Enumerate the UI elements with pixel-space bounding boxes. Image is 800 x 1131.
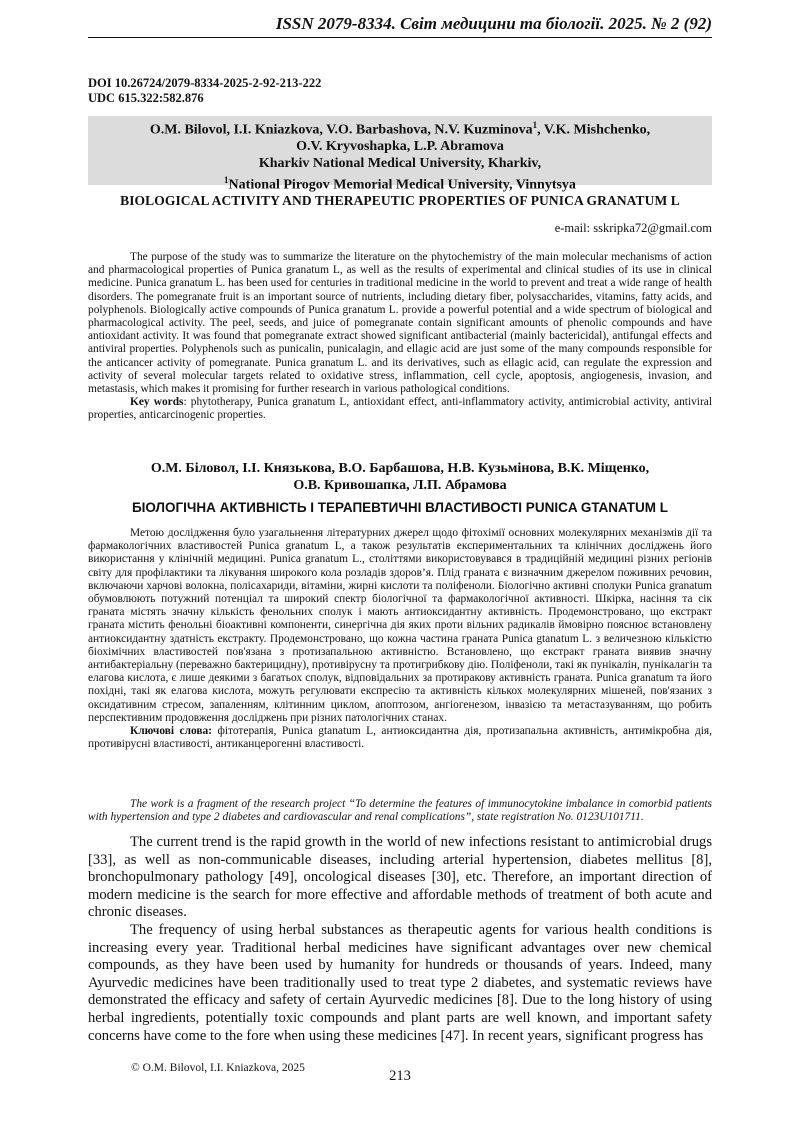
udc-line: UDC 615.322:582.876 [88,91,204,105]
affiliation-superscript: 1 [532,120,538,130]
keywords-uk [88,725,712,751]
affiliation-line-2-text: National Pirogov Memorial Medical University, Vinnytsya [228,177,576,193]
affiliation-superscript-2: 1 [224,175,229,186]
keywords-en-label: Key words [130,396,184,409]
body-paragraph-2: The frequency of using herbal substances as therapeutic agents for various health conditions is increasing every year. Traditional herbal medicines have significant advantages over new chemical compounds, as they have been used by humanity for hundreds or thousands of years. Indeed, many Ayurvedic medicines have been traditionally used to treat type 2 diabetes, and systematic reviews have demonstrated the efficacy and safety of certain Ayurvedic medicines [8]. Due to the long history of using herbal ingredients, potentially toxic compounds and plant parts are well known, and important safety concerns have come to the fore when using these medicines [47]. In recent years, significant progress has [88,921,712,1044]
authors-line-1 [88,117,712,139]
contact-email: e-mail: sskripka72@gmail.com [554,221,712,235]
authors-uk-line-1: О.М. Біловол, І.І. Князькова, В.О. Барбашова, Н.В. Кузьмінова, В.К. Міщенко, [150,461,650,476]
doi-block [88,76,321,106]
keywords-en [88,396,712,422]
affiliation-line-2 [88,172,712,194]
main-body [88,834,712,1045]
keywords-uk-list: фітотерапія, Punica gtanatum L, антиоксидантна дія, протизапальна активність, антимікробна дія, противірусні властивості, антиканцерогенні властивості. [88,725,712,751]
abstract-en [88,251,712,423]
abstract-uk [88,527,712,751]
header-rule [88,37,712,38]
doi-line: DOI 10.26724/2079-8334-2025-2-92-213-222 [88,76,322,90]
authors-line-1-text: O.M. Bilovol, I.I. Kniazkova, V.O. Barbashova, N.V. Kuzminova [149,122,533,138]
keywords-en-list: : phytotherapy, Punica granatum L, antioxidant effect, anti-inflammatory activity, antimicrobial activity, antiviral properties, anticarcinogenic properties. [88,396,712,422]
authors-line-2: O.V. Kryvoshapka, L.P. Abramova [296,139,504,155]
authors-uk-line-2: О.В. Кривошапка, Л.П. Абрамова [293,478,507,493]
page-number: 213 [389,1068,411,1084]
article-title-en: BIOLOGICAL ACTIVITY AND THERAPEUTIC PROPERTIES OF PUNICA GRANATUM L [120,193,680,208]
research-project-note-text: The work is a fragment of the research project “To determine the features of immunocytokine imbalance in comorbid patients with hypertension and type 2 diabetes and cardiovascular and renal complications”, state registration No. 0123U101711. [88,798,712,824]
affiliation-line-1: Kharkiv National Medical University, Kharkiv, [258,155,542,171]
article-title-uk: БІОЛОГІЧНА АКТИВНІСТЬ І ТЕРАПЕВТИЧНІ ВЛАСТИВОСТІ PUNICA GTANATUM L [131,500,669,515]
keywords-uk-label: Ключові слова: [130,725,213,738]
footer-copyright: © O.M. Bilovol, I.I. Kniazkova, 2025 [131,1062,305,1074]
abstract-en-text: The purpose of the study was to summarize the literature on the phytochemistry of the main molecular mechanisms of action and pharmacological properties of Punica granatum L, as well as the results of experimental and clinical studies of its use in clinical medicine. Punica granatum L. has been used for centuries in traditional medicine in the world to prevent and treat a wide range of health disorders. The pomegranate fruit is an important source of nutrients, including dietary fiber, polysaccharides, vitamins, fatty acids, and polyphenols. Biologically active compounds of Punica granatum L. provide a powerful potential and a wide spectrum of biological and pharmacological activity. The peel, seeds, and juice of pomegranate contain significant amounts of phenolic compounds and have antioxidant activity. It was found that pomegranate extract showed significant antibacterial (mainly bactericidal), antifungal effects and antiviral properties. Polyphenols such as punicalin, punicalagin, and ellagic acid are just some of the many compounds responsible for the anticancer activity of pomegranate. Punica granatum L. and its derivatives, such as ellagic acid, can regulate the expression and activity of several molecular targets related to oxidative stress, inflammation, cell cycle, apoptosis, angiogenesis, invasion, and metastasis, which makes it promising for further research in various pathological conditions. [88,251,712,396]
authors-line-1-tail: , V.K. Mishchenko, [537,122,651,138]
authors-uk [88,460,712,494]
body-paragraph-1: The current trend is the rapid growth in the world of new infections resistant to antimicrobial drugs [33], as well as non-communicable diseases, including arterial hypertension, diabetes mellitus [8], bronchopulmonary pathology [49], oncological diseases [30], etc. Therefore, an important direction of modern medicine is the search for more effective and affordable methods of treatment of both acute and chronic diseases. [88,834,712,921]
authors-affiliations-en [88,116,712,193]
journal-header: ISSN 2079-8334. Світ медицини та біології. 2025. № 2 (92) [275,14,712,33]
abstract-uk-text: Метою дослідження було узагальнення літературних джерел щодо фітохімії основних молекулярних механізмів дії та фармакологічних властивостей Punica granatum L, а також результатів експериментальних та клінічних досліджень його використання у клінічній медицині. Punica granatum L., століттями використовувався в традиційній медицині різних регіонів світу для профілактики та лікування широкого кола розладів здоров’я. Плід граната є визначним джерелом поживних речовин, включаючи харчові волокна, полісахариди, вітаміни, жирні кислоти та поліфеноли. Біологічно активні сполуки Punica granatum обумовлюють потужний потенціал та широкий спектр біологічної та фармакологічної активності. Шкірка, насіння та сік граната містять значну кількість фенольних сполук і мають антиоксидантну активність. Продемонстровано, що екстракт граната містить фенольні біоактивні компоненти, синергічна дія яких проти вільних радикалів ймовірно пояснює встановлену антиоксидантну здатність екстракту. Продемонстровано, що кожна частина граната Punica gtanatum L. з величезною кількістю біохімічних властивостей пов'язана з протизапальною активністю. Встановлено, що екстракт граната виявив значну антибактеріальну (переважно бактерицидну), противірусну та протигрибкову дію. Поліфеноли, такі як пунікалін, пунікалагін та елагова кислота, є лише деякими з багатьох сполук, відповідальних за протиракову активність граната. Punica granatum та його похідні, такі як елагова кислота, можуть регулювати експресію та активність кількох молекулярних мішеней, пов'язаних з оксидативним стресом, запаленням, клітинним циклом, апоптозом, ангіогенезом, інвазією та метастазуванням, що робить перспективним продовження досліджень при різних патологічних станах. [88,527,712,724]
research-project-note [88,798,712,825]
